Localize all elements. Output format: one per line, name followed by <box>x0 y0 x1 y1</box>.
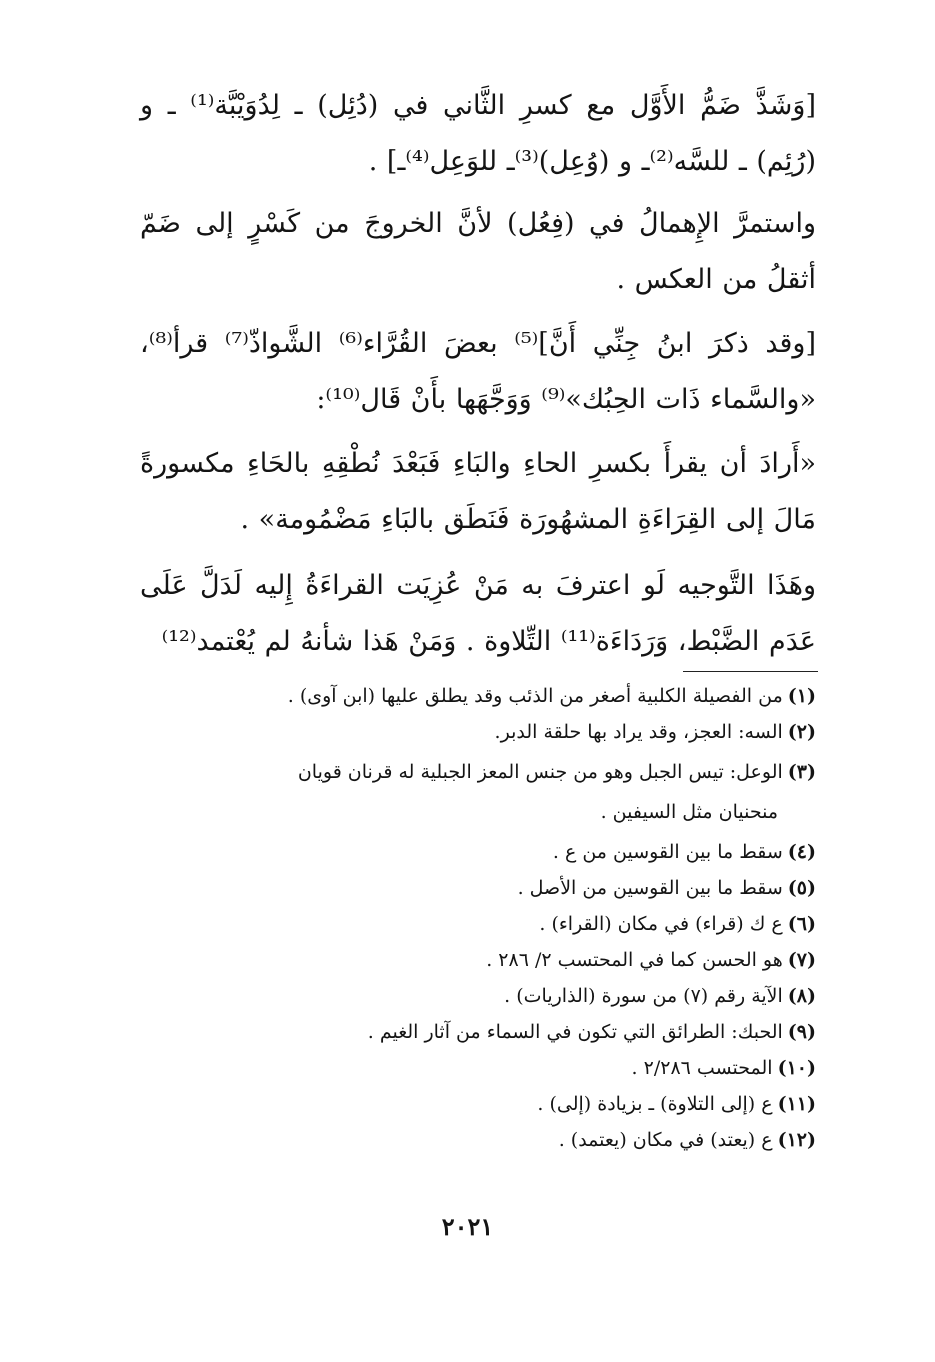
footnote <box>140 836 816 868</box>
footnote <box>140 1016 816 1048</box>
footnote-text: الآية رقم (٧) من سورة (الذاريات) . <box>504 985 783 1007</box>
footnote-text: سقط ما بين القوسين من الأصل . <box>517 877 783 899</box>
paragraph: واستمرَّ الإِهمالُ في (فِعُل) لأنَّ الخروجَ من كَسْرٍ إلى ضَمّ أثقلُ من العكس . <box>140 208 816 295</box>
paragraph: [وَشَذَّ ضَمُّ الأَوَّل مع كسرِ الثَّاني في (دُئِل) ـ لِدُوَيْبَّة⁽¹⁾ ـ و (رُئِم) ـ للسَّه⁽²⁾ـ و (وُعِل)⁽³⁾ـ للوَعِل⁽⁴⁾ـ] . <box>140 90 817 177</box>
footnote-text: ع (إلى التلاوة) ـ بزيادة (إلى) . <box>537 1093 773 1115</box>
footnote-text: سقط ما بين القوسين من ع . <box>552 841 783 863</box>
footnote-number: (١٠) <box>777 1057 816 1079</box>
footnote <box>140 716 816 748</box>
footnote-number: (١) <box>787 685 816 707</box>
main-text <box>140 78 816 678</box>
footnote <box>140 1052 816 1084</box>
footnote-text: من الفصيلة الكلبية أصغر من الذئب وقد يطلق عليها (ابن آوى) . <box>287 685 783 707</box>
footnote-number: (١١) <box>777 1093 816 1115</box>
footnote <box>140 752 816 832</box>
footnote <box>140 1088 816 1120</box>
paragraph: وهَذَا التَّوجيه لَو اعترفَ به مَنْ عُزِيَت القراءَةُ إِليه لَدَلَّ عَلَى عَدَم الضَّبْط، وَرَدَاءَة⁽¹¹⁾ التِّلاوة . وَمَنْ هَذا شأنهُ لم يُعْتمد⁽¹²⁾ <box>140 570 816 657</box>
footnote-number: (٤) <box>787 841 816 863</box>
footnote <box>140 980 816 1012</box>
footnote-number: (١٢) <box>777 1129 816 1151</box>
footnote-text: هو الحسن كما في المحتسب ٢/ ٢٨٦ . <box>486 949 783 971</box>
footnote-text: ع (يعتد) في مكان (يعتمد) . <box>558 1129 773 1151</box>
footnote <box>140 680 816 712</box>
footnote-number: (٣) <box>787 761 816 783</box>
footnote-text: الوعل: تيس الجبل وهو من جنس المعز الجبلية له قرنان قويان <box>297 761 783 783</box>
footnote-number: (٩) <box>787 1021 816 1043</box>
footnote-number: (٥) <box>787 877 816 899</box>
footnote-text: ع ك (قراء) في مكان (القراء) . <box>539 913 783 935</box>
footnote-text: السه: العجز، وقد يراد بها حلقة الدبر. <box>494 721 783 743</box>
footnote <box>140 944 816 976</box>
footnote-separator <box>683 671 818 672</box>
paragraph: «أَرادَ أن يقرأَ بكسرِ الحاءِ والبَاءِ فَبَعْدَ نُطْقِهِ بالحَاءِ مكسورةً مَالَ إلى القِرَاءَةِ المشهُورَة فَنَطَق بالبَاءِ مَضْمُومة» . <box>140 448 816 535</box>
page-number: ٢٠٢١ <box>441 1212 494 1241</box>
footnotes <box>140 680 816 1160</box>
footnote <box>140 908 816 940</box>
footnote-number: (٢) <box>787 721 816 743</box>
footnote <box>140 1124 816 1156</box>
footnote-continuation: منحنيان مثل السيفين . <box>600 801 778 823</box>
footnote-text: الحبك: الطرائق التي تكون في السماء من آثار الغيم . <box>367 1021 783 1043</box>
footnote-number: (٨) <box>787 985 816 1007</box>
footnote-number: (٧) <box>787 949 816 971</box>
paragraph: [وقد ذكرَ ابنُ جِنِّي أَنَّ]⁽⁵⁾ بعضَ القُرَّاء⁽⁶⁾ الشَّواذّ⁽⁷⁾ قرأ⁽⁸⁾، «والسَّماء ذَات الحِبُك»⁽⁹⁾ وَوَجَّهَها بأَنْ قَال⁽¹⁰⁾: <box>140 328 816 415</box>
footnote <box>140 872 816 904</box>
footnote-text: المحتسب ٢/٢٨٦ . <box>631 1057 773 1079</box>
footnote-number: (٦) <box>787 913 816 935</box>
